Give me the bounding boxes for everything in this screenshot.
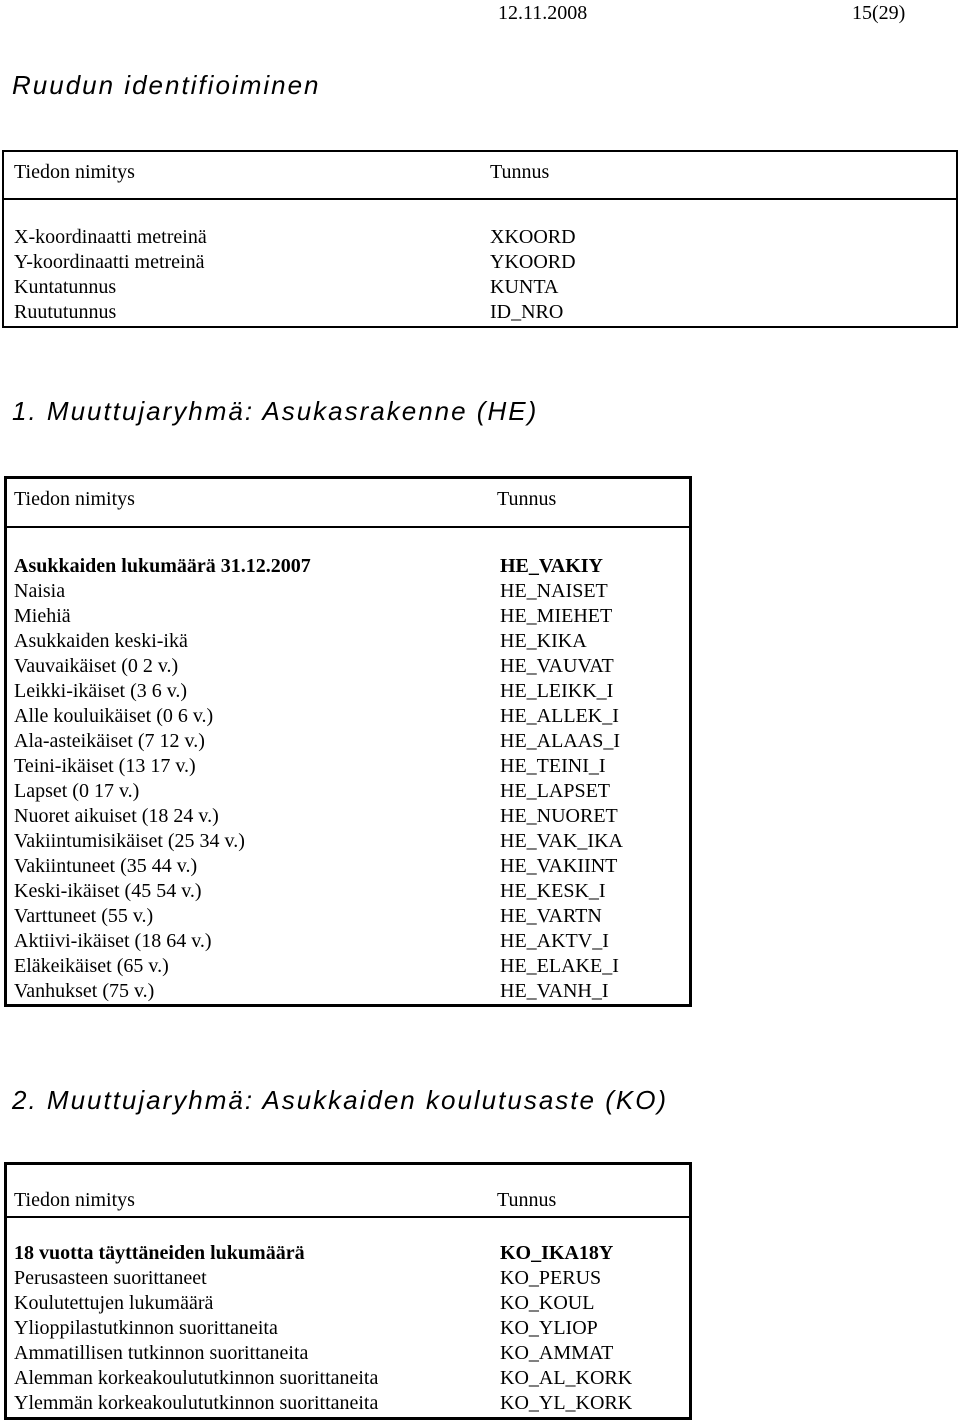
row-name: Vanhukset (75 v.)	[14, 980, 155, 1002]
row-name: Naisia	[14, 580, 66, 602]
row-code: HE_VARTN	[500, 905, 602, 927]
row-code: YKOORD	[490, 251, 576, 273]
row-code: KO_IKA18Y	[500, 1242, 614, 1264]
row-code: HE_VAUVAT	[500, 655, 614, 677]
row-name: Leikki-ikäiset (3 6 v.)	[14, 680, 188, 702]
column-header-name: Tiedon nimitys	[14, 1189, 135, 1211]
row-code: HE_AKTV_I	[500, 930, 609, 952]
row-code: KO_KOUL	[500, 1292, 595, 1314]
row-name: Teini-ikäiset (13 17 v.)	[14, 755, 196, 777]
row-code: HE_TEINI_I	[500, 755, 606, 777]
row-name: Varttuneet (55 v.)	[14, 905, 154, 927]
column-header-name: Tiedon nimitys	[14, 161, 135, 183]
table-header	[4, 152, 956, 200]
column-codes	[490, 225, 576, 325]
row-name: Ylemmän korkeakoulututkinnon suorittaneita	[14, 1392, 379, 1414]
row-code: KO_AL_KORK	[500, 1367, 633, 1389]
row-code: HE_KESK_I	[500, 880, 606, 902]
table-identification	[2, 150, 958, 328]
row-name: Y-koordinaatti metreinä	[14, 251, 205, 273]
row-name: X-koordinaatti metreinä	[14, 226, 207, 248]
column-codes	[500, 1241, 632, 1416]
row-name: Vakiintuneet (35 44 v.)	[14, 855, 198, 877]
row-name: Aktiivi-ikäiset (18 64 v.)	[14, 930, 212, 952]
row-name: Lapset (0 17 v.)	[14, 780, 140, 802]
table-header	[7, 479, 689, 528]
row-code: HE_VANH_I	[500, 980, 609, 1002]
row-name: Koulutettujen lukumäärä	[14, 1292, 214, 1314]
table-header	[7, 1165, 689, 1218]
column-header-code: Tunnus	[497, 1189, 557, 1211]
header-date: 12.11.2008	[498, 2, 588, 24]
row-code: HE_LAPSET	[500, 780, 610, 802]
row-code: KO_YL_KORK	[500, 1392, 633, 1414]
row-code: HE_MIEHET	[500, 605, 613, 627]
row-name: Perusasteen suorittaneet	[14, 1267, 207, 1289]
row-code: HE_ALAAS_I	[500, 730, 620, 752]
row-code: KUNTA	[490, 276, 559, 298]
section-title-identification: Ruudun identifioiminen	[12, 70, 321, 100]
row-name: Vauvaikäiset (0 2 v.)	[14, 655, 179, 677]
column-names	[14, 554, 311, 1004]
section-title-ko: 2. Muuttujaryhmä: Asukkaiden koulutusaste (KO)	[12, 1085, 669, 1115]
row-code: HE_VAKIINT	[500, 855, 618, 877]
row-name: Kuntatunnus	[14, 276, 117, 298]
row-code: ID_NRO	[490, 301, 564, 323]
column-header-name: Tiedon nimitys	[14, 488, 135, 510]
row-name: Asukkaiden keski-ikä	[14, 630, 188, 652]
row-name: Eläkeikäiset (65 v.)	[14, 955, 169, 977]
column-header-code: Tunnus	[497, 488, 557, 510]
row-name: Ylioppilastutkinnon suorittaneita	[14, 1317, 278, 1339]
row-name: Ala-asteikäiset (7 12 v.)	[14, 730, 205, 752]
row-code: KO_YLIOP	[500, 1317, 598, 1339]
row-code: HE_ALLEK_I	[500, 705, 619, 727]
row-name: Nuoret aikuiset (18 24 v.)	[14, 805, 219, 827]
column-codes	[500, 554, 623, 1004]
row-name: Alemman korkeakoulututkinnon suorittaneita	[14, 1367, 379, 1389]
table-ko	[4, 1162, 692, 1420]
header-page-number: 15(29)	[852, 2, 906, 24]
row-code: HE_ELAKE_I	[500, 955, 619, 977]
row-code: HE_VAK_IKA	[500, 830, 623, 852]
column-header-code: Tunnus	[490, 161, 550, 183]
row-name: Keski-ikäiset (45 54 v.)	[14, 880, 202, 902]
column-names	[14, 225, 207, 325]
table-he	[4, 476, 692, 1007]
row-code: KO_AMMAT	[500, 1342, 614, 1364]
row-name: 18 vuotta täyttäneiden lukumäärä	[14, 1242, 305, 1264]
section-title-he: 1. Muuttujaryhmä: Asukasrakenne (HE)	[12, 396, 539, 426]
row-name: Ammatillisen tutkinnon suorittaneita	[14, 1342, 309, 1364]
row-code: HE_NUORET	[500, 805, 618, 827]
column-names	[14, 1241, 378, 1416]
row-name: Vakiintumisikäiset (25 34 v.)	[14, 830, 245, 852]
row-code: HE_NAISET	[500, 580, 608, 602]
row-code: HE_LEIKK_I	[500, 680, 614, 702]
row-code: XKOORD	[490, 226, 576, 248]
row-code: HE_VAKIY	[500, 555, 603, 577]
row-name: Asukkaiden lukumäärä 31.12.2007	[14, 555, 311, 577]
row-name: Ruututunnus	[14, 301, 117, 323]
row-name: Miehiä	[14, 605, 71, 627]
row-name: Alle kouluikäiset (0 6 v.)	[14, 705, 214, 727]
row-code: KO_PERUS	[500, 1267, 602, 1289]
row-code: HE_KIKA	[500, 630, 587, 652]
